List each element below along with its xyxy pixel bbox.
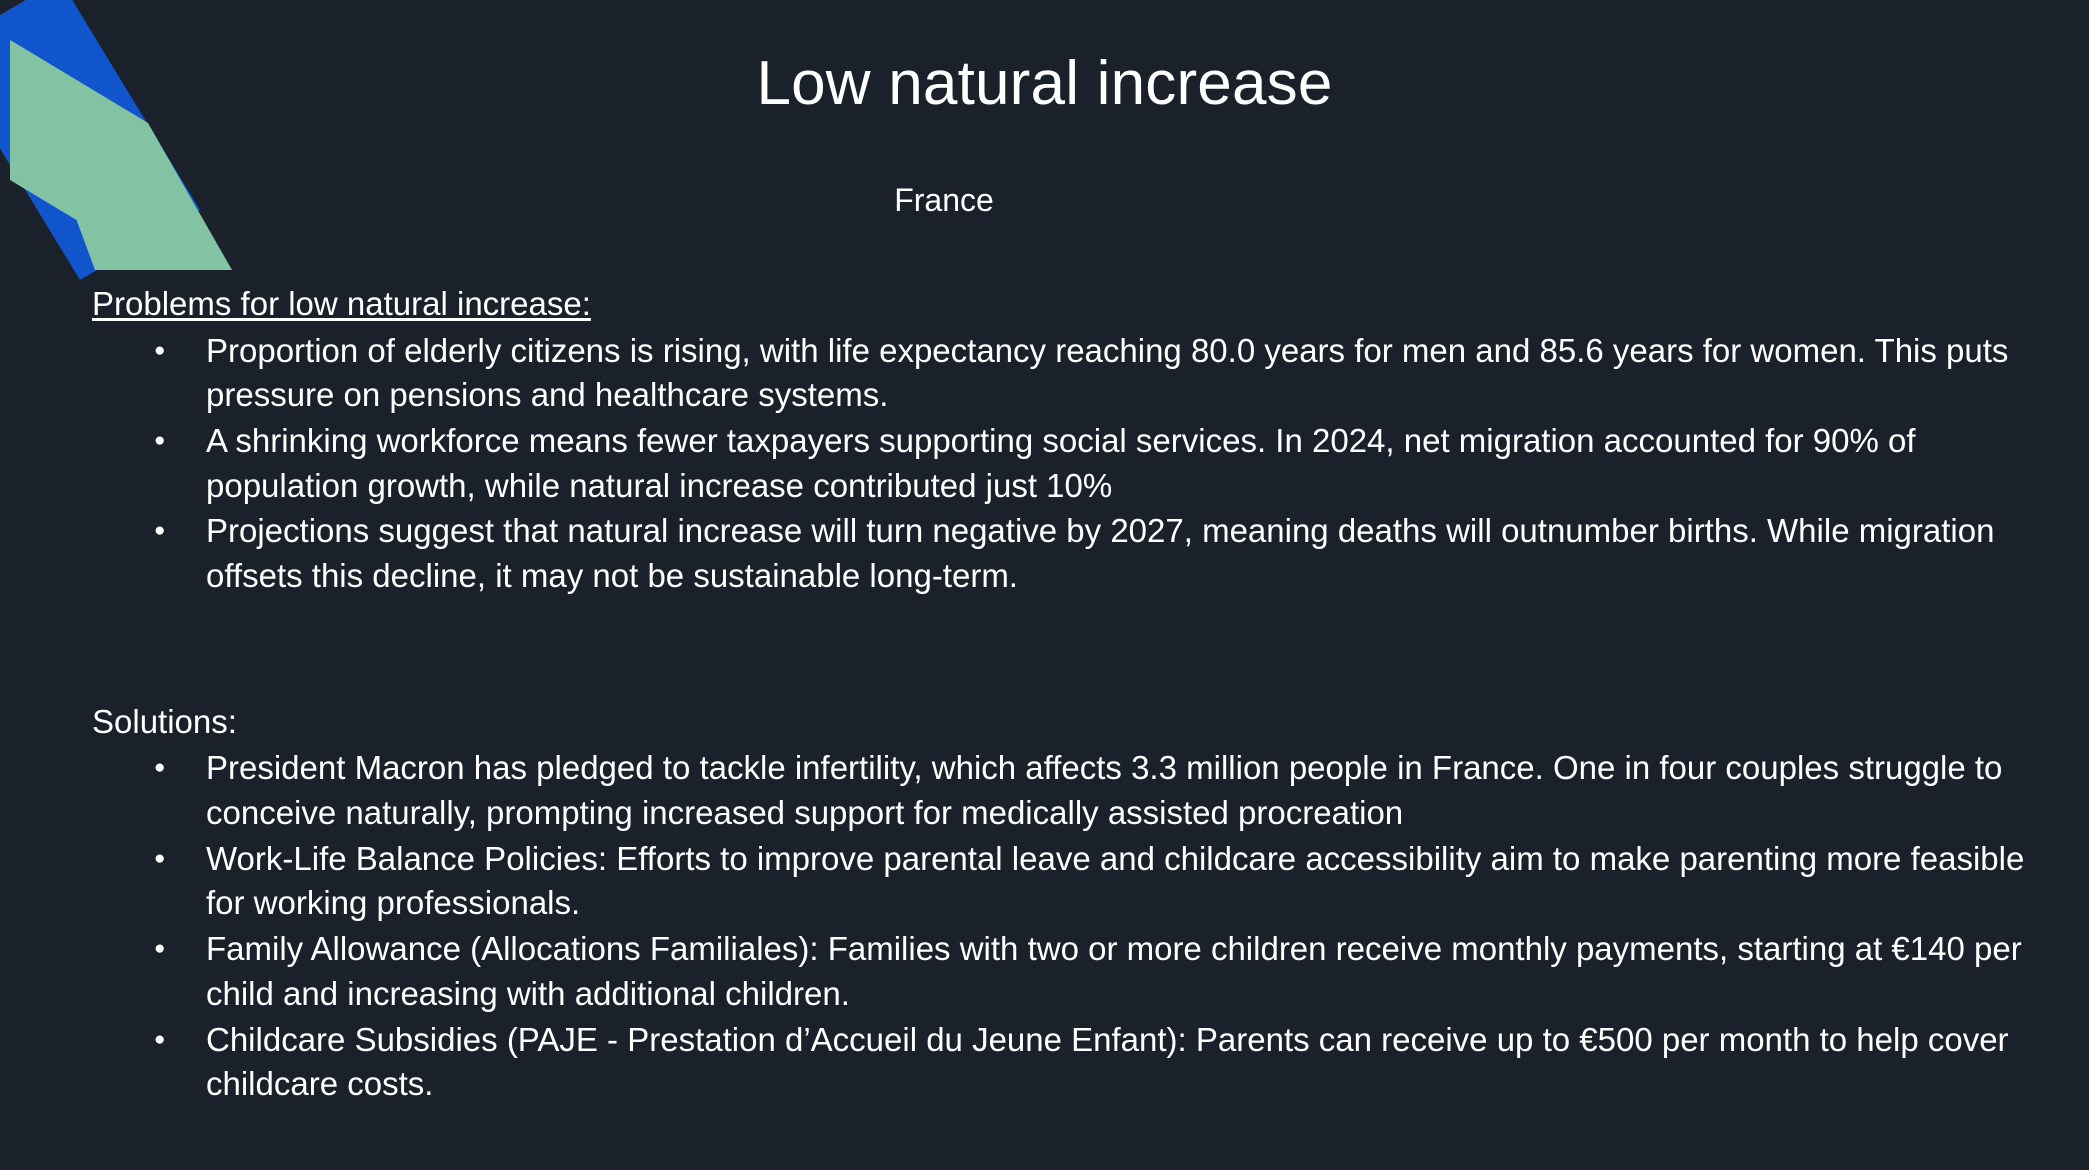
list-item: ● Projections suggest that natural increase will turn negative by 2027, meaning deaths will outnumber births. While migration offsets this decline, it may not be sustainable long-term.	[134, 509, 2052, 598]
list-item: ● Proportion of elderly citizens is rising, with life expectancy reaching 80.0 years for men and 85.6 years for women. This puts pressure on pensions and healthcare systems.	[134, 329, 2052, 418]
corner-decoration	[0, 0, 260, 290]
list-item: ● Work-Life Balance Policies: Efforts to improve parental leave and childcare accessibility aim to make parenting more feasible for working professionals.	[134, 837, 2052, 926]
page-title: Low natural increase	[756, 49, 1333, 118]
list-item: ● President Macron has pledged to tackle infertility, which affects 3.3 million people in France. One in four couples struggle to conceive naturally, prompting increased support for medically assisted procreation	[134, 746, 2052, 835]
list-item: ● Childcare Subsidies (PAJE - Prestation d’Accueil du Jeune Enfant): Parents can receive up to €500 per month to help cover childcare costs.	[134, 1018, 2052, 1107]
page-subtitle: France	[894, 182, 994, 218]
section-heading-problems: Problems for low natural increase:	[92, 285, 591, 322]
list-item: ● Family Allowance (Allocations Familiales): Families with two or more children receive monthly payments, starting at €140 per child and increasing with additional children.	[134, 927, 2052, 1016]
blue-parallelogram-shape	[0, 0, 200, 280]
list-item: ● A shrinking workforce means fewer taxpayers supporting social services. In 2024, net migration accounted for 90% of population growth, while natural increase contributed just 10%	[134, 419, 2052, 508]
section-solutions	[92, 700, 2052, 1107]
section-problems	[92, 282, 2052, 599]
bullet-list-problems	[92, 329, 2052, 599]
section-heading-solutions: Solutions:	[92, 702, 237, 740]
section-spacer	[92, 600, 2052, 700]
slide-body	[92, 282, 2052, 1108]
bullet-list-solutions	[92, 746, 2052, 1107]
